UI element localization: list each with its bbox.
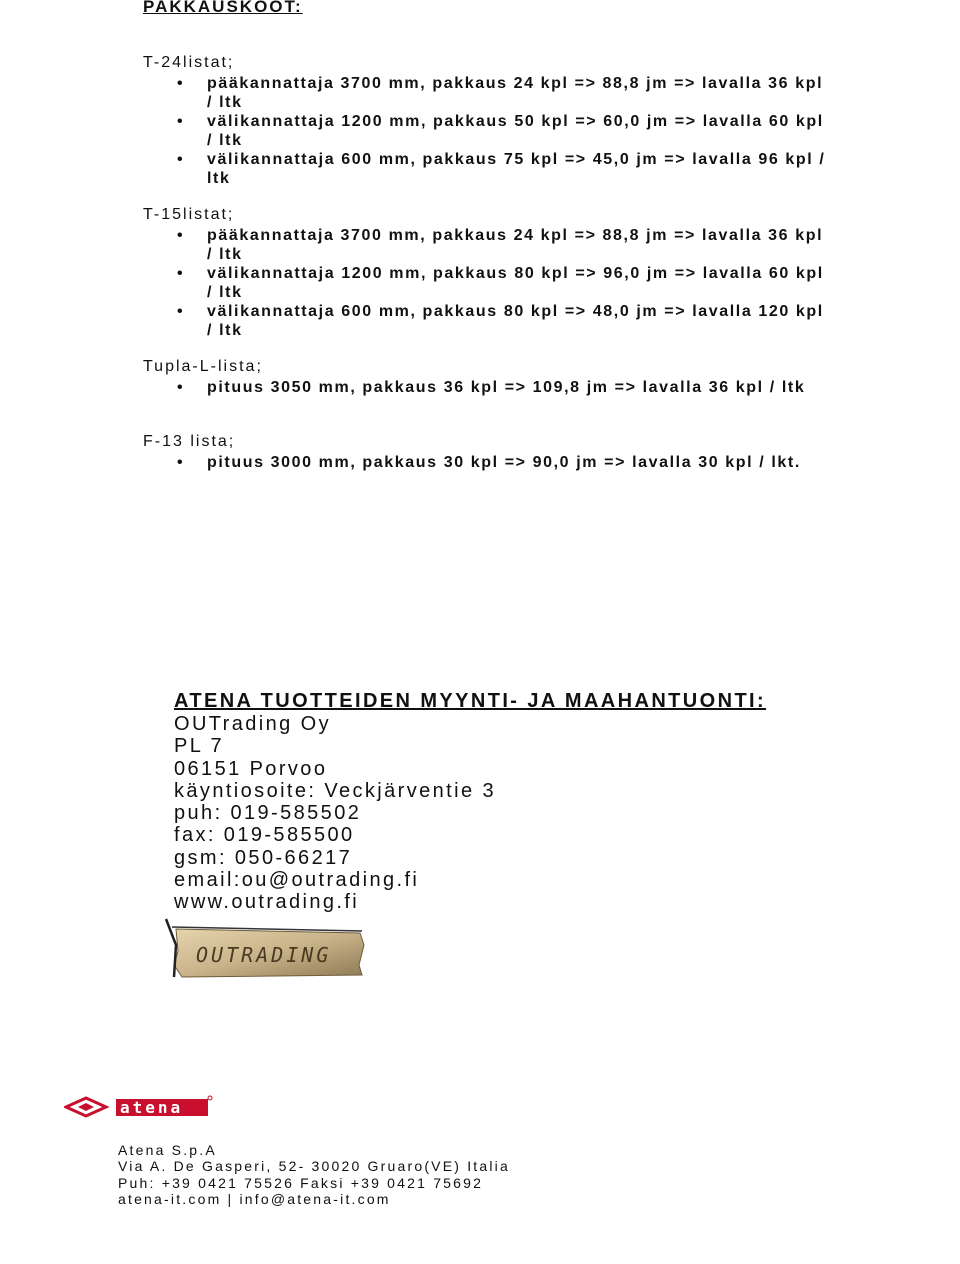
bullet: • [177, 303, 185, 320]
list-item [143, 74, 827, 112]
section-title: Tupla-L-lista; [143, 358, 263, 375]
footer-phone: Puh: +39 0421 75526 Faksi +39 0421 75692 [118, 1174, 484, 1191]
fax: fax: 019-585500 [174, 824, 355, 847]
contact-title: ATENA TUOTTEIDEN MYYNTI- JA MAAHANTUONTI: [174, 690, 767, 712]
email-link[interactable]: email:ou@outrading.fi [174, 869, 420, 892]
bullet: • [177, 379, 185, 396]
outrading-logo [162, 915, 368, 985]
gsm: gsm: 050-66217 [174, 846, 353, 869]
list-item [143, 264, 827, 302]
list-item [143, 112, 827, 150]
list-item-text: välikannattaja 600 mm, pakkaus 80 kpl => 48,0 jm => lavalla 120 kpl / ltk [207, 303, 824, 339]
section-title: T-24listat; [143, 54, 235, 71]
bullet: • [177, 151, 185, 168]
item-list [143, 74, 843, 188]
list-item [143, 453, 827, 472]
list-item-text: pääkannattaja 3700 mm, pakkaus 24 kpl => 88,8 jm => lavalla 36 kpl / ltk [207, 227, 824, 263]
list-item-text: välikannattaja 1200 mm, pakkaus 80 kpl => 96,0 jm => lavalla 60 kpl / ltk [207, 265, 824, 301]
outrading-logo-text: OUTRADING [196, 943, 332, 967]
footer-company: Atena S.p.A [118, 1142, 217, 1158]
website-link[interactable]: www.outrading.fi [174, 891, 360, 914]
item-list [143, 453, 843, 472]
section-title: F-13 lista; [143, 433, 236, 450]
footer [118, 1142, 510, 1208]
atena-logo [64, 1092, 214, 1122]
section-title: T-15listat; [143, 206, 235, 223]
list-item-text: pituus 3000 mm, pakkaus 30 kpl => 90,0 jm => lavalla 30 kpl / lkt. [207, 454, 801, 471]
item-list [143, 226, 843, 340]
visiting-address: käyntiosoite: Veckjärventie 3 [174, 779, 496, 802]
list-item-text: pituus 3050 mm, pakkaus 36 kpl => 109,8 jm => lavalla 36 kpl / ltk [207, 379, 806, 396]
section-t24 [143, 53, 843, 188]
section-tupla-l [143, 357, 843, 397]
section-t15 [143, 205, 843, 340]
list-item [143, 150, 827, 188]
footer-address: Via A. De Gasperi, 52- 30020 Gruaro(VE) Italia [118, 1158, 510, 1175]
bullet: • [177, 75, 185, 92]
list-item [143, 302, 827, 340]
list-item [143, 378, 827, 397]
po-box: PL 7 [174, 735, 225, 758]
contact-block [174, 690, 766, 914]
list-item-text: pääkannattaja 3700 mm, pakkaus 24 kpl => 88,8 jm => lavalla 36 kpl / ltk [207, 75, 824, 111]
bullet: • [177, 265, 185, 282]
list-item-text: välikannattaja 1200 mm, pakkaus 50 kpl => 60,0 jm => lavalla 60 kpl / ltk [207, 113, 824, 149]
atena-logo-text: atena [120, 1098, 184, 1117]
list-item-text: välikannattaja 600 mm, pakkaus 75 kpl => 45,0 jm => lavalla 96 kpl / ltk [207, 151, 826, 187]
page-heading: PAKKAUSKOOT: [143, 0, 303, 16]
company-name: OUTrading Oy [174, 713, 331, 735]
section-f13 [143, 432, 843, 472]
phone: puh: 019-585502 [174, 802, 362, 825]
bullet: • [177, 227, 185, 244]
bullet: • [177, 113, 185, 130]
postal-city: 06151 Porvoo [174, 757, 328, 780]
list-item [143, 226, 827, 264]
footer-web-email[interactable]: atena-it.com | info@atena-it.com [118, 1191, 391, 1208]
bullet: • [177, 454, 185, 471]
item-list [143, 378, 843, 397]
